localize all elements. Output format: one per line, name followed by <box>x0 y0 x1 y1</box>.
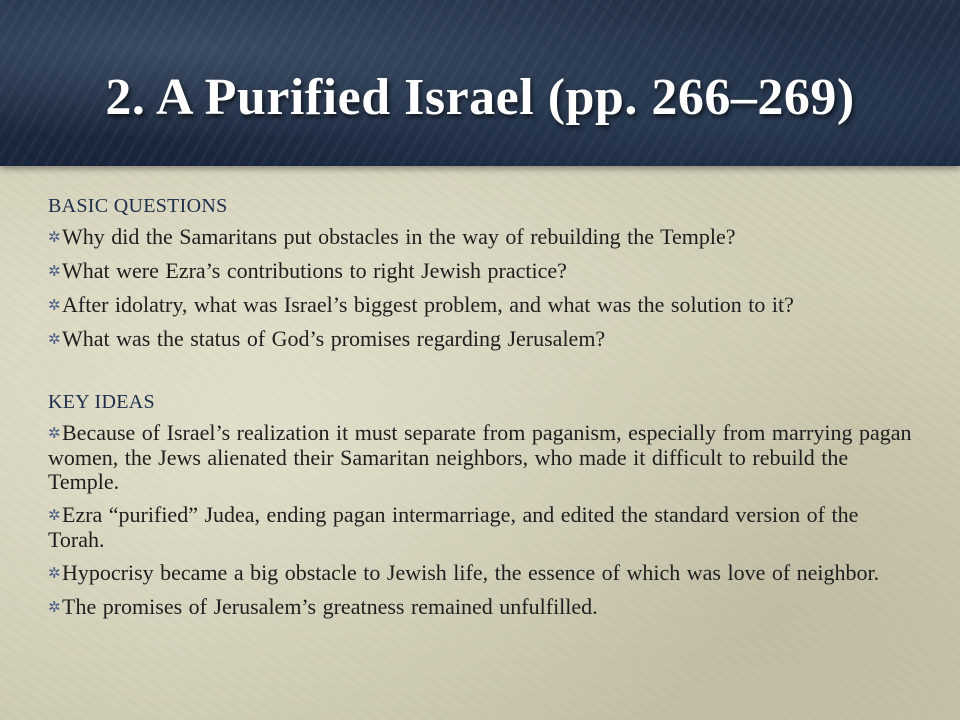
question-list <box>48 225 914 352</box>
list-item-text: Ezra “purified” Judea, ending pagan intermarriage, and edited the standard version of the Torah. <box>48 502 859 552</box>
list-item-text: What were Ezra’s contributions to right Jewish practice? <box>62 258 567 283</box>
section-spacer <box>48 361 914 389</box>
star-bullet-icon: ✲ <box>48 230 61 246</box>
list-item <box>48 259 914 284</box>
list-item-text: After idolatry, what was Israel’s biggest problem, and what was the solution to it? <box>62 292 794 317</box>
section-heading: KEY IDEAS <box>48 391 155 413</box>
star-bullet-icon: ✲ <box>48 508 61 524</box>
list-item <box>48 293 914 318</box>
list-item <box>48 421 914 494</box>
star-bullet-icon: ✲ <box>48 298 61 314</box>
star-bullet-icon: ✲ <box>48 600 61 616</box>
list-item <box>48 561 914 586</box>
title-banner <box>0 0 960 166</box>
section-basic-questions <box>48 193 914 352</box>
list-item-text: The promises of Jerusalem’s greatness remained unfulfilled. <box>62 594 598 619</box>
list-item-text: Why did the Samaritans put obstacles in the way of rebuilding the Temple? <box>62 224 736 249</box>
section-key-ideas <box>48 389 914 620</box>
list-item <box>48 503 914 552</box>
list-item <box>48 595 914 620</box>
idea-list <box>48 421 914 620</box>
section-heading: BASIC QUESTIONS <box>48 195 228 217</box>
slide-body <box>48 193 914 629</box>
list-item-text: Hypocrisy became a big obstacle to Jewish life, the essence of which was love of neighbor. <box>62 560 880 585</box>
star-bullet-icon: ✲ <box>48 426 61 442</box>
list-item <box>48 225 914 250</box>
star-bullet-icon: ✲ <box>48 332 61 348</box>
list-item-text: What was the status of God’s promises regarding Jerusalem? <box>62 326 606 351</box>
star-bullet-icon: ✲ <box>48 566 61 582</box>
slide-title: 2. A Purified Israel (pp. 266–269) <box>105 69 855 126</box>
list-item <box>48 327 914 352</box>
list-item-text: Because of Israel’s realization it must separate from paganism, especially from marrying pagan women, the Jews alienated their Samaritan neighbors, who made it difficult to rebuild the Temple. <box>48 420 912 494</box>
star-bullet-icon: ✲ <box>48 264 61 280</box>
